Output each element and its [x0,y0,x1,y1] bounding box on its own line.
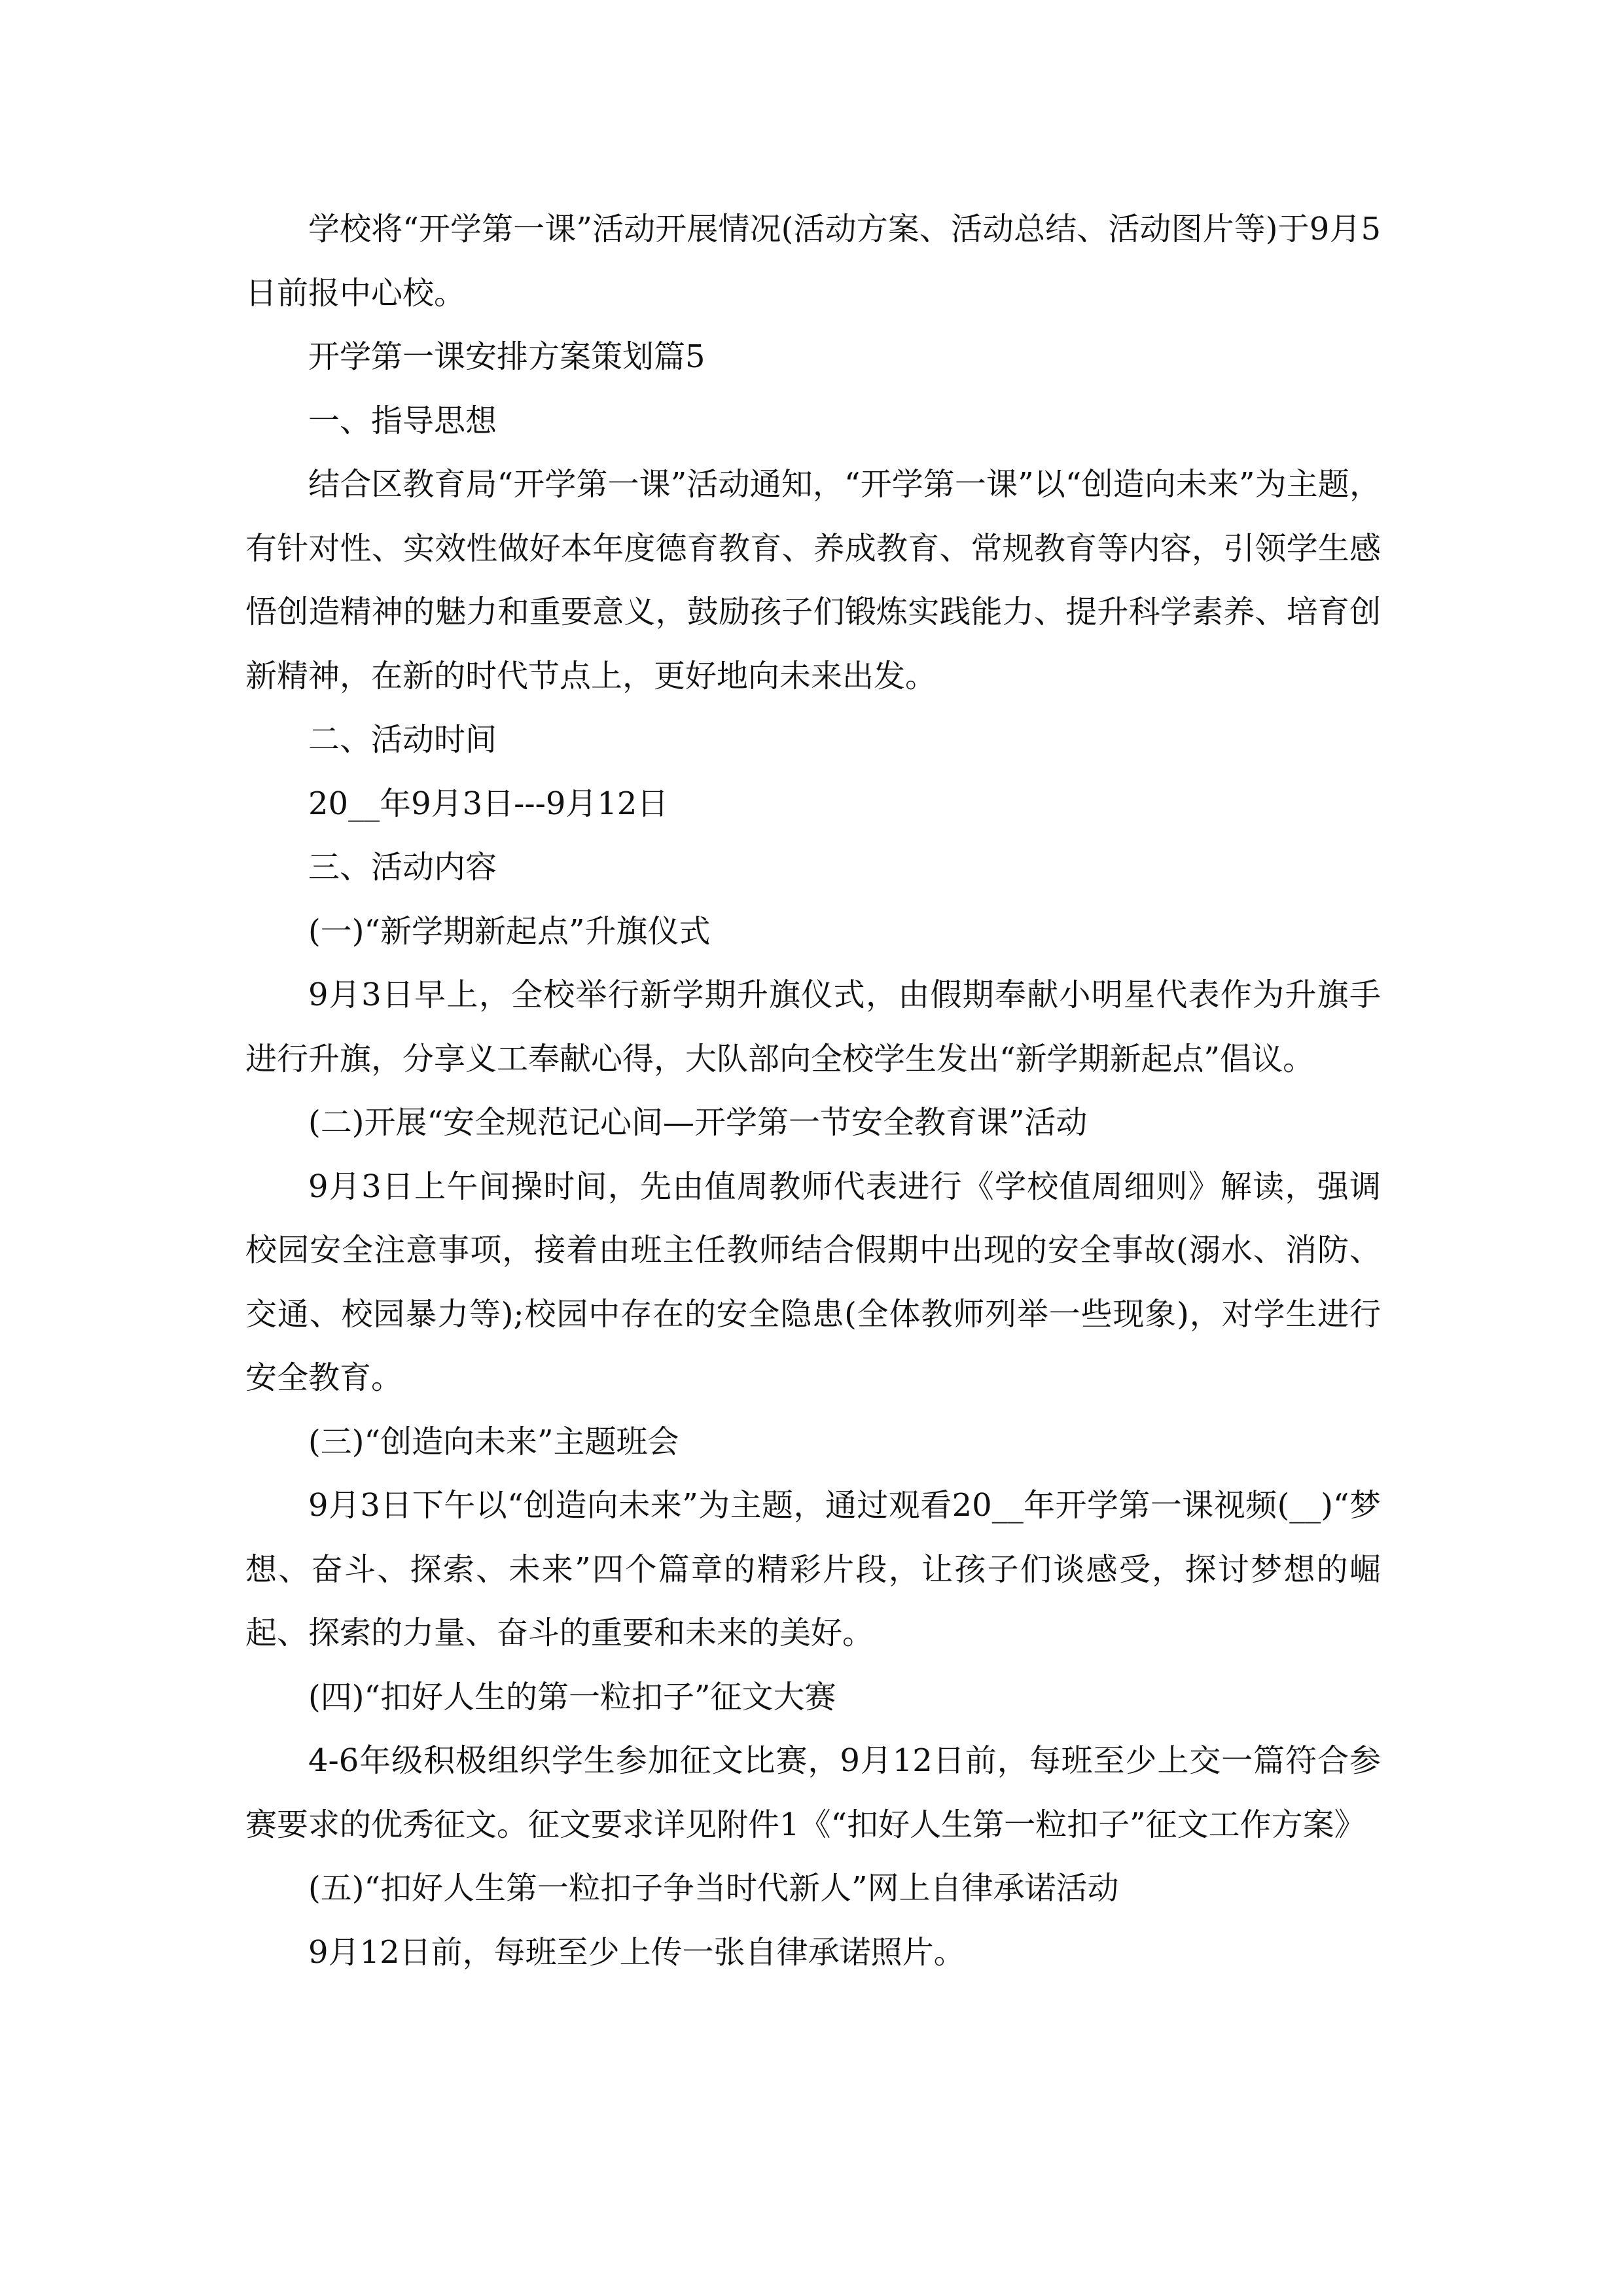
paragraph-safety-lesson: 9月3日上午间操时间，先由值周教师代表进行《学校值周细则》解读，强调校园安全注意事项，接着由班主任教师结合假期中出现的安全事故(溺水、消防、交通、校园暴力等);校园中存在的安全隐患(全体教师列举一些现象)，对学生进行安全教育。 [245,1168,1381,1396]
paragraph-guiding-thought: 结合区教育局“开学第一课”活动通知，“开学第一课”以“创造向未来”为主题，有针对性、实效性做好本年度德育教育、养成教育、常规教育等内容，引领学生感悟创造精神的魅力和重要意义，鼓励孩子们锻炼实践能力、提升科学素养、培育创新精神，在新的时代节点上，更好地向未来出发。 [245,466,1381,694]
paragraph-activity-time: 20__年9月3日---9月12日 [308,785,669,822]
heading-guiding-thought: 一、指导思想 [308,402,497,439]
section-title-plan-5: 开学第一课安排方案策划篇5 [308,338,705,375]
subheading-online-pledge: (五)“扣好人生第一粒扣子争当时代新人”网上自律承诺活动 [308,1870,1119,1907]
paragraph-flag-raising: 9月3日早上，全校举行新学期升旗仪式，由假期奉献小明星代表作为升旗手进行升旗，分享义工奉献心得，大队部向全校学生发出“新学期新起点”倡议。 [245,977,1381,1077]
subheading-theme-class-meeting: (三)“创造向未来”主题班会 [308,1423,679,1460]
document-body [245,198,1381,1984]
paragraph-essay-contest: 4-6年级积极组织学生参加征文比赛，9月12日前，每班至少上交一篇符合参赛要求的优秀征文。征文要求详见附件1《“扣好人生第一粒扣子”征文工作方案》 [245,1742,1381,1843]
heading-activity-content: 三、活动内容 [308,849,497,886]
subheading-essay-contest: (四)“扣好人生的第一粒扣子”征文大赛 [308,1678,836,1715]
paragraph-online-pledge: 9月12日前，每班至少上传一张自律承诺照片。 [308,1933,965,1971]
paragraph-report-deadline: 学校将“开学第一课”活动开展情况(活动方案、活动总结、活动图片等)于9月5日前报中心校。 [245,211,1381,312]
subheading-flag-raising: (一)“新学期新起点”升旗仪式 [308,912,711,950]
heading-activity-time: 二、活动时间 [308,721,497,758]
subheading-safety-lesson: (二)开展“安全规范记心间—开学第一节安全教育课”活动 [308,1104,1088,1141]
paragraph-theme-class-meeting: 9月3日下午以“创造向未来”为主题，通过观看20__年开学第一课视频(__)“梦想、奋斗、探索、未来”四个篇章的精彩片段，让孩子们谈感受，探讨梦想的崛起、探索的力量、奋斗的重要和未来的美好。 [245,1487,1381,1651]
